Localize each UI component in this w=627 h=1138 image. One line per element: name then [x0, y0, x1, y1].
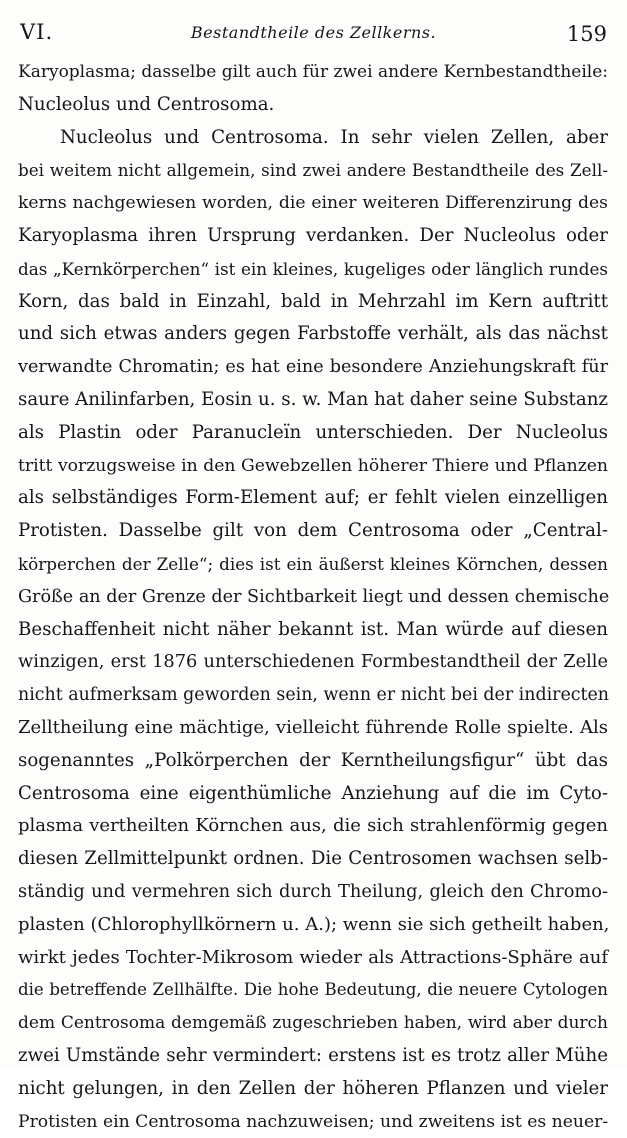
text-line: Karyoplasma ihren Ursprung verdanken. Der Nucleolus oder [18, 220, 608, 253]
text-line: diesen Zellmittelpunkt ordnen. Die Centrosomen wachsen selb- [18, 843, 608, 876]
running-header [18, 20, 609, 48]
text-line: Zelltheilung eine mächtige, vielleicht führende Rolle spielte. Als [18, 712, 608, 745]
text-line: das „Kernkörperchen“ ist ein kleines, kugeliges oder länglich rundes [18, 253, 608, 286]
text-line: Korn, das bald in Einzahl, bald in Mehrzahl im Kern auftritt [18, 286, 608, 319]
text-line: Nucleolus und Centrosoma. [18, 89, 608, 122]
text-line: Protisten. Dasselbe gilt von dem Centrosoma oder „Central- [18, 515, 608, 548]
text-line: Karyoplasma; dasselbe gilt auch für zwei andere Kernbestandtheile: [18, 56, 608, 89]
running-title: Bestandtheile des Zellkerns. [18, 23, 609, 42]
text-line: zwei Umstände sehr vermindert: erstens ist es trotz aller Mühe [18, 1040, 608, 1073]
text-line: dem Centrosoma demgemäß zugeschrieben haben, wird aber durch [18, 1007, 608, 1040]
text-line: ständig und vermehren sich durch Theilung, gleich den Chromo- [18, 876, 608, 909]
text-line: Beschaffenheit nicht näher bekannt ist. Man würde auf diesen [18, 614, 608, 647]
text-line: als selbständiges Form-Element auf; er fehlt vielen einzelligen [18, 482, 608, 515]
text-line: plasma vertheilten Körnchen aus, die sich strahlenförmig gegen [18, 810, 608, 843]
text-line: tritt vorzugsweise in den Gewebzellen höherer Thiere und Pflanzen [18, 450, 608, 483]
text-line: kerns nachgewiesen worden, die einer weiteren Differenzirung des [18, 187, 608, 220]
text-line: verwandte Chromatin; es hat eine besondere Anziehungskraft für [18, 351, 608, 384]
text-line: nicht gelungen, in den Zellen der höheren Pflanzen und vieler [18, 1073, 608, 1106]
text-line: sogenanntes „Polkörperchen der Kerntheilungsfigur“ übt das [18, 745, 608, 778]
text-line: winzigen, erst 1876 unterschiedenen Formbestandtheil der Zelle [18, 646, 608, 679]
text-line: wirkt jedes Tochter-Mikrosom wieder als Attractions-Sphäre auf [18, 942, 608, 975]
text-line: Größe an der Grenze der Sichtbarkeit liegt und dessen chemische [18, 581, 608, 614]
text-line: und sich etwas anders gegen Farbstoffe verhält, als das nächst [18, 318, 608, 351]
text-line: körperchen der Zelle“; dies ist ein äußerst kleines Körnchen, dessen [18, 548, 608, 581]
chapter-number: VI. [20, 20, 53, 44]
paragraph-start-line: Nucleolus und Centrosoma. In sehr vielen Zellen, aber [18, 122, 608, 155]
text-line: Centrosoma eine eigenthümliche Anziehung auf die im Cyto- [18, 778, 608, 811]
text-line: Protisten ein Centrosoma nachzuweisen; und zweitens ist es neuer- [18, 1106, 608, 1138]
text-line: plasten (Chlorophyllkörnern u. A.); wenn sie sich getheilt haben, [18, 909, 608, 942]
text-line: saure Anilinfarben, Eosin u. s. w. Man hat daher seine Substanz [18, 384, 608, 417]
text-line: die betreffende Zellhälfte. Die hohe Bedeutung, die neuere Cytologen [18, 974, 608, 1007]
text-line: nicht aufmerksam geworden sein, wenn er nicht bei der indirecten [18, 679, 608, 712]
text-line: bei weitem nicht allgemein, sind zwei andere Bestandtheile des Zell- [18, 154, 608, 187]
page-number: 159 [567, 22, 607, 46]
body-text [18, 56, 608, 1138]
text-line: als Plastin oder Paranucleïn unterschieden. Der Nucleolus [18, 417, 608, 450]
